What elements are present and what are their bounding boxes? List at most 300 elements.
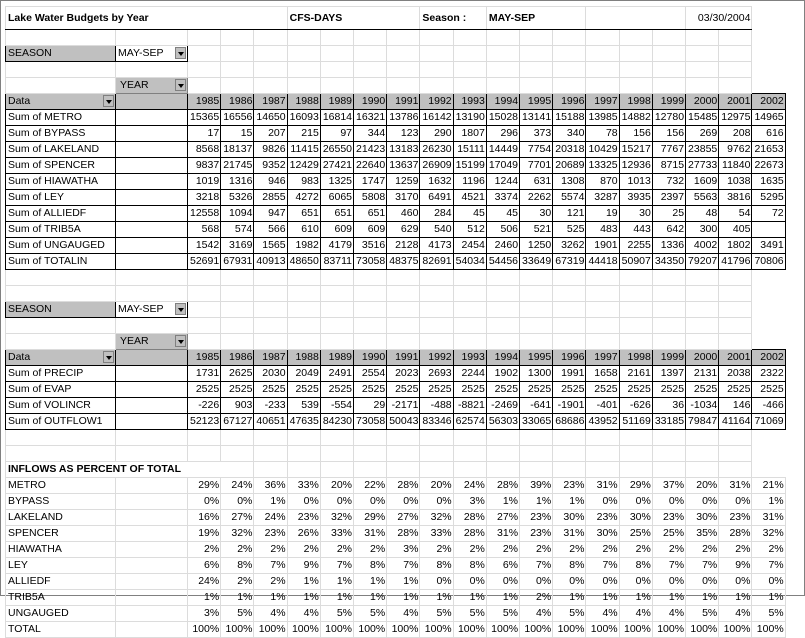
value-cell[interactable]: 33065 (520, 414, 553, 430)
value-cell[interactable]: 506 (486, 222, 519, 238)
value-cell[interactable]: 12975 (719, 110, 752, 126)
value-cell[interactable]: 21745 (221, 158, 254, 174)
percent-cell[interactable]: 2% (453, 542, 486, 558)
chevron-down-icon[interactable] (103, 95, 114, 107)
percent-cell[interactable]: 7% (586, 558, 619, 574)
percent-cell[interactable]: 100% (354, 622, 387, 638)
value-cell[interactable]: 1300 (520, 366, 553, 382)
value-cell[interactable]: 6491 (420, 190, 453, 206)
percent-cell[interactable]: 31% (354, 526, 387, 542)
year-header[interactable]: 1997 (586, 94, 619, 110)
value-cell[interactable]: 34350 (652, 254, 685, 270)
value-cell[interactable] (752, 222, 785, 238)
value-cell[interactable]: 340 (553, 126, 586, 142)
percent-cell[interactable]: 8% (221, 558, 254, 574)
percent-cell[interactable]: 30% (619, 510, 652, 526)
percent-cell[interactable]: 37% (652, 478, 685, 494)
percent-cell[interactable]: 23% (520, 526, 553, 542)
value-cell[interactable]: 67931 (221, 254, 254, 270)
value-cell[interactable]: 52691 (188, 254, 221, 270)
value-cell[interactable]: 1565 (254, 238, 287, 254)
percent-cell[interactable]: 3% (453, 494, 486, 510)
percent-cell[interactable]: 28% (486, 478, 519, 494)
value-cell[interactable]: 54034 (453, 254, 486, 270)
value-cell[interactable]: 290 (420, 126, 453, 142)
value-cell[interactable]: 79207 (686, 254, 719, 270)
value-cell[interactable]: 2255 (619, 238, 652, 254)
value-cell[interactable]: 83346 (420, 414, 453, 430)
value-cell[interactable]: 2525 (387, 382, 420, 398)
value-cell[interactable]: 14449 (486, 142, 519, 158)
value-cell[interactable]: 2491 (320, 366, 353, 382)
percent-cell[interactable]: 33% (287, 478, 320, 494)
chevron-down-icon[interactable] (175, 79, 186, 91)
value-cell[interactable]: 1991 (553, 366, 586, 382)
value-cell[interactable]: 41164 (719, 414, 752, 430)
percent-cell[interactable]: 4% (619, 606, 652, 622)
year-header[interactable]: 2002 (752, 94, 785, 110)
year-header[interactable]: 1996 (553, 94, 586, 110)
value-cell[interactable]: 947 (254, 206, 287, 222)
percent-cell[interactable]: 8% (420, 558, 453, 574)
percent-cell[interactable]: 1% (553, 590, 586, 606)
value-cell[interactable]: 30 (619, 206, 652, 222)
value-cell[interactable]: 2454 (453, 238, 486, 254)
value-cell[interactable]: 1244 (486, 174, 519, 190)
percent-cell[interactable]: 7% (686, 558, 719, 574)
percent-cell[interactable]: 100% (387, 622, 420, 638)
value-cell[interactable]: 10429 (586, 142, 619, 158)
percent-cell[interactable]: 4% (387, 606, 420, 622)
value-cell[interactable]: 540 (420, 222, 453, 238)
value-cell[interactable]: 3170 (387, 190, 420, 206)
year-header[interactable]: 2000 (686, 350, 719, 366)
percent-cell[interactable]: 1% (254, 590, 287, 606)
value-cell[interactable]: 9762 (719, 142, 752, 158)
percent-cell[interactable]: 28% (453, 526, 486, 542)
percent-cell[interactable]: 20% (686, 478, 719, 494)
value-cell[interactable]: 609 (354, 222, 387, 238)
year-header[interactable]: 1991 (387, 94, 420, 110)
percent-cell[interactable]: 100% (320, 622, 353, 638)
value-cell[interactable]: 539 (287, 398, 320, 414)
value-cell[interactable]: -1901 (553, 398, 586, 414)
value-cell[interactable]: 14650 (254, 110, 287, 126)
value-cell[interactable]: 14965 (752, 110, 785, 126)
value-cell[interactable]: 1731 (188, 366, 221, 382)
year-header[interactable]: 1997 (586, 350, 619, 366)
percent-cell[interactable]: 1% (752, 590, 785, 606)
value-cell[interactable]: 4521 (453, 190, 486, 206)
value-cell[interactable]: 8568 (188, 142, 221, 158)
value-cell[interactable]: 2131 (686, 366, 719, 382)
year-header[interactable]: 2001 (719, 94, 752, 110)
value-cell[interactable]: 97 (320, 126, 353, 142)
year-header[interactable]: 1994 (486, 94, 519, 110)
value-cell[interactable]: 15365 (188, 110, 221, 126)
value-cell[interactable]: 78 (586, 126, 619, 142)
percent-cell[interactable]: 1% (387, 574, 420, 590)
value-cell[interactable]: 5808 (354, 190, 387, 206)
value-cell[interactable]: 15217 (619, 142, 652, 158)
value-cell[interactable]: 2525 (453, 382, 486, 398)
value-cell[interactable]: 629 (387, 222, 420, 238)
value-cell[interactable]: 48 (686, 206, 719, 222)
value-cell[interactable]: 17049 (486, 158, 519, 174)
percent-cell[interactable]: 5% (686, 606, 719, 622)
value-cell[interactable]: 48375 (387, 254, 420, 270)
percent-cell[interactable]: 1% (254, 494, 287, 510)
percent-cell[interactable]: 100% (486, 622, 519, 638)
percent-cell[interactable]: 0% (221, 494, 254, 510)
percent-cell[interactable]: 20% (420, 478, 453, 494)
value-cell[interactable]: 344 (354, 126, 387, 142)
value-cell[interactable]: 1038 (719, 174, 752, 190)
season-filter-dropdown[interactable] (116, 302, 188, 318)
value-cell[interactable]: 15485 (686, 110, 719, 126)
year-field-button[interactable] (116, 334, 188, 350)
value-cell[interactable]: 1325 (320, 174, 353, 190)
percent-cell[interactable]: 23% (719, 510, 752, 526)
value-cell[interactable]: 11415 (287, 142, 320, 158)
percent-cell[interactable]: 1% (486, 590, 519, 606)
percent-cell[interactable]: 100% (287, 622, 320, 638)
value-cell[interactable]: 1336 (652, 238, 685, 254)
value-cell[interactable]: 26230 (420, 142, 453, 158)
value-cell[interactable]: 2525 (486, 382, 519, 398)
value-cell[interactable]: 82691 (420, 254, 453, 270)
percent-cell[interactable]: 0% (188, 494, 221, 510)
value-cell[interactable]: 4272 (287, 190, 320, 206)
value-cell[interactable]: 460 (387, 206, 420, 222)
value-cell[interactable]: 5295 (752, 190, 785, 206)
percent-cell[interactable]: 0% (387, 494, 420, 510)
percent-cell[interactable]: 0% (619, 574, 652, 590)
percent-cell[interactable]: 2% (254, 574, 287, 590)
value-cell[interactable]: 45 (486, 206, 519, 222)
value-cell[interactable]: 1747 (354, 174, 387, 190)
value-cell[interactable]: 6065 (320, 190, 353, 206)
value-cell[interactable]: 300 (686, 222, 719, 238)
percent-cell[interactable]: 0% (719, 574, 752, 590)
value-cell[interactable]: 2855 (254, 190, 287, 206)
value-cell[interactable]: 21423 (354, 142, 387, 158)
value-cell[interactable]: 2322 (752, 366, 785, 382)
value-cell[interactable]: 15188 (553, 110, 586, 126)
percent-cell[interactable]: 0% (719, 494, 752, 510)
value-cell[interactable]: 56303 (486, 414, 519, 430)
percent-cell[interactable]: 4% (719, 606, 752, 622)
value-cell[interactable]: 43952 (586, 414, 619, 430)
year-header[interactable]: 1991 (387, 350, 420, 366)
percent-cell[interactable]: 2% (553, 542, 586, 558)
value-cell[interactable]: -233 (254, 398, 287, 414)
percent-cell[interactable]: 1% (486, 494, 519, 510)
percent-cell[interactable]: 0% (486, 574, 519, 590)
percent-cell[interactable]: 1% (752, 494, 785, 510)
percent-cell[interactable]: 0% (453, 574, 486, 590)
data-field-button[interactable] (6, 94, 116, 110)
value-cell[interactable]: 405 (719, 222, 752, 238)
percent-cell[interactable]: 4% (287, 606, 320, 622)
value-cell[interactable]: 208 (719, 126, 752, 142)
percent-cell[interactable]: 0% (553, 574, 586, 590)
percent-cell[interactable]: 100% (520, 622, 553, 638)
value-cell[interactable]: 2397 (652, 190, 685, 206)
percent-cell[interactable]: 100% (719, 622, 752, 638)
value-cell[interactable]: 18137 (221, 142, 254, 158)
percent-cell[interactable]: 2% (287, 542, 320, 558)
value-cell[interactable]: 50907 (619, 254, 652, 270)
value-cell[interactable]: 15028 (486, 110, 519, 126)
percent-cell[interactable]: 30% (686, 510, 719, 526)
value-cell[interactable]: 33649 (520, 254, 553, 270)
percent-cell[interactable]: 0% (652, 494, 685, 510)
value-cell[interactable]: 15111 (453, 142, 486, 158)
year-header[interactable]: 1995 (520, 94, 553, 110)
percent-cell[interactable]: 1% (420, 590, 453, 606)
value-cell[interactable]: 3169 (221, 238, 254, 254)
value-cell[interactable]: 15 (221, 126, 254, 142)
percent-cell[interactable]: 30% (553, 510, 586, 526)
percent-cell[interactable]: 1% (520, 494, 553, 510)
value-cell[interactable]: 16093 (287, 110, 320, 126)
percent-cell[interactable]: 1% (354, 590, 387, 606)
percent-cell[interactable]: 32% (320, 510, 353, 526)
percent-cell[interactable]: 1% (320, 574, 353, 590)
percent-cell[interactable]: 21% (752, 478, 785, 494)
value-cell[interactable]: 123 (387, 126, 420, 142)
percent-cell[interactable]: 100% (188, 622, 221, 638)
value-cell[interactable]: 73058 (354, 254, 387, 270)
value-cell[interactable]: 4173 (420, 238, 453, 254)
percent-cell[interactable]: 4% (652, 606, 685, 622)
chevron-down-icon[interactable] (175, 47, 186, 59)
value-cell[interactable]: 2262 (520, 190, 553, 206)
value-cell[interactable]: 1802 (719, 238, 752, 254)
percent-cell[interactable]: 9% (287, 558, 320, 574)
percent-cell[interactable]: 5% (752, 606, 785, 622)
percent-cell[interactable]: 32% (420, 510, 453, 526)
value-cell[interactable]: 13637 (387, 158, 420, 174)
percent-cell[interactable]: 100% (254, 622, 287, 638)
percent-cell[interactable]: 100% (752, 622, 785, 638)
value-cell[interactable]: 2525 (320, 382, 353, 398)
year-header[interactable]: 1985 (188, 350, 221, 366)
year-header[interactable]: 1990 (354, 350, 387, 366)
percent-cell[interactable]: 5% (453, 606, 486, 622)
percent-cell[interactable]: 23% (520, 510, 553, 526)
year-header[interactable]: 2000 (686, 94, 719, 110)
value-cell[interactable]: 2525 (420, 382, 453, 398)
percent-cell[interactable]: 31% (719, 478, 752, 494)
percent-cell[interactable]: 5% (420, 606, 453, 622)
value-cell[interactable]: 284 (420, 206, 453, 222)
value-cell[interactable]: 3935 (619, 190, 652, 206)
percent-cell[interactable]: 2% (320, 542, 353, 558)
value-cell[interactable]: 20689 (553, 158, 586, 174)
value-cell[interactable]: 983 (287, 174, 320, 190)
value-cell[interactable]: 13183 (387, 142, 420, 158)
percent-cell[interactable]: 23% (586, 510, 619, 526)
value-cell[interactable]: 29 (354, 398, 387, 414)
value-cell[interactable]: -2469 (486, 398, 519, 414)
value-cell[interactable]: 83711 (320, 254, 353, 270)
percent-cell[interactable]: 2% (652, 542, 685, 558)
value-cell[interactable]: 1094 (221, 206, 254, 222)
percent-cell[interactable]: 27% (387, 510, 420, 526)
percent-cell[interactable]: 100% (553, 622, 586, 638)
percent-cell[interactable]: 7% (387, 558, 420, 574)
value-cell[interactable]: 609 (320, 222, 353, 238)
percent-cell[interactable]: 24% (453, 478, 486, 494)
value-cell[interactable]: 41796 (719, 254, 752, 270)
percent-cell[interactable]: 100% (619, 622, 652, 638)
percent-cell[interactable]: 24% (188, 574, 221, 590)
percent-cell[interactable]: 31% (486, 526, 519, 542)
value-cell[interactable]: 631 (520, 174, 553, 190)
value-cell[interactable]: 1316 (221, 174, 254, 190)
value-cell[interactable]: 568 (188, 222, 221, 238)
value-cell[interactable]: 3218 (188, 190, 221, 206)
value-cell[interactable]: 2625 (221, 366, 254, 382)
percent-cell[interactable]: 31% (586, 478, 619, 494)
value-cell[interactable]: 521 (520, 222, 553, 238)
value-cell[interactable]: -488 (420, 398, 453, 414)
value-cell[interactable]: 5326 (221, 190, 254, 206)
percent-cell[interactable]: 0% (686, 494, 719, 510)
value-cell[interactable]: 9352 (254, 158, 287, 174)
value-cell[interactable]: 2525 (652, 382, 685, 398)
percent-cell[interactable]: 32% (221, 526, 254, 542)
value-cell[interactable]: 3262 (553, 238, 586, 254)
value-cell[interactable]: 5574 (553, 190, 586, 206)
value-cell[interactable]: -554 (320, 398, 353, 414)
value-cell[interactable]: 1635 (752, 174, 785, 190)
value-cell[interactable]: 16321 (354, 110, 387, 126)
year-header[interactable]: 2002 (752, 350, 785, 366)
percent-cell[interactable]: 28% (719, 526, 752, 542)
value-cell[interactable]: 22640 (354, 158, 387, 174)
percent-cell[interactable]: 0% (287, 494, 320, 510)
percent-cell[interactable]: 2% (221, 542, 254, 558)
value-cell[interactable]: 3374 (486, 190, 519, 206)
percent-cell[interactable]: 1% (354, 574, 387, 590)
percent-cell[interactable]: 1% (719, 590, 752, 606)
value-cell[interactable]: 574 (221, 222, 254, 238)
value-cell[interactable]: 3816 (719, 190, 752, 206)
percent-cell[interactable]: 35% (686, 526, 719, 542)
value-cell[interactable]: 45 (453, 206, 486, 222)
year-header[interactable]: 1992 (420, 94, 453, 110)
percent-cell[interactable]: 100% (652, 622, 685, 638)
percent-cell[interactable]: 2% (188, 542, 221, 558)
percent-cell[interactable]: 2% (752, 542, 785, 558)
percent-cell[interactable]: 0% (586, 574, 619, 590)
value-cell[interactable]: 1658 (586, 366, 619, 382)
percent-cell[interactable]: 4% (520, 606, 553, 622)
value-cell[interactable]: 51169 (619, 414, 652, 430)
value-cell[interactable]: 121 (553, 206, 586, 222)
percent-cell[interactable]: 2% (619, 542, 652, 558)
percent-cell[interactable]: 23% (254, 526, 287, 542)
percent-cell[interactable]: 25% (619, 526, 652, 542)
percent-cell[interactable]: 5% (221, 606, 254, 622)
value-cell[interactable]: 12558 (188, 206, 221, 222)
percent-cell[interactable]: 39% (520, 478, 553, 494)
percent-cell[interactable]: 16% (188, 510, 221, 526)
chevron-down-icon[interactable] (175, 335, 186, 347)
value-cell[interactable]: 1308 (553, 174, 586, 190)
percent-cell[interactable]: 8% (553, 558, 586, 574)
value-cell[interactable]: 71069 (752, 414, 785, 430)
value-cell[interactable]: 1609 (686, 174, 719, 190)
value-cell[interactable]: 14882 (619, 110, 652, 126)
value-cell[interactable]: 16142 (420, 110, 453, 126)
percent-cell[interactable]: 28% (387, 526, 420, 542)
value-cell[interactable]: 15199 (453, 158, 486, 174)
value-cell[interactable]: 2525 (752, 382, 785, 398)
percent-cell[interactable]: 3% (188, 606, 221, 622)
percent-cell[interactable]: 4% (254, 606, 287, 622)
percent-cell[interactable]: 30% (586, 526, 619, 542)
value-cell[interactable]: 4179 (320, 238, 353, 254)
value-cell[interactable]: 651 (354, 206, 387, 222)
value-cell[interactable]: 1982 (287, 238, 320, 254)
value-cell[interactable]: 8715 (652, 158, 685, 174)
value-cell[interactable]: 73058 (354, 414, 387, 430)
value-cell[interactable]: 13985 (586, 110, 619, 126)
value-cell[interactable]: 2038 (719, 366, 752, 382)
value-cell[interactable]: 30 (520, 206, 553, 222)
value-cell[interactable]: 48650 (287, 254, 320, 270)
value-cell[interactable]: 2525 (553, 382, 586, 398)
value-cell[interactable]: 67319 (553, 254, 586, 270)
percent-cell[interactable]: 32% (752, 526, 785, 542)
percent-cell[interactable]: 100% (453, 622, 486, 638)
value-cell[interactable]: 17 (188, 126, 221, 142)
value-cell[interactable]: 1019 (188, 174, 221, 190)
value-cell[interactable]: 13190 (453, 110, 486, 126)
value-cell[interactable]: 373 (520, 126, 553, 142)
value-cell[interactable]: 3491 (752, 238, 785, 254)
value-cell[interactable]: 1542 (188, 238, 221, 254)
year-header[interactable]: 1998 (619, 350, 652, 366)
value-cell[interactable]: 54456 (486, 254, 519, 270)
value-cell[interactable]: 269 (686, 126, 719, 142)
year-header[interactable]: 1999 (652, 94, 685, 110)
value-cell[interactable]: 2460 (486, 238, 519, 254)
value-cell[interactable]: 1902 (486, 366, 519, 382)
year-field-button[interactable] (116, 78, 188, 94)
percent-cell[interactable]: 6% (486, 558, 519, 574)
percent-cell[interactable]: 26% (287, 526, 320, 542)
percent-cell[interactable]: 0% (686, 574, 719, 590)
value-cell[interactable]: 2525 (520, 382, 553, 398)
percent-cell[interactable]: 2% (586, 542, 619, 558)
percent-cell[interactable]: 5% (354, 606, 387, 622)
value-cell[interactable]: 7701 (520, 158, 553, 174)
percent-cell[interactable]: 2% (420, 542, 453, 558)
value-cell[interactable]: 2525 (619, 382, 652, 398)
value-cell[interactable]: 27733 (686, 158, 719, 174)
value-cell[interactable]: 1901 (586, 238, 619, 254)
year-header[interactable]: 1992 (420, 350, 453, 366)
value-cell[interactable]: 1807 (453, 126, 486, 142)
value-cell[interactable]: 903 (221, 398, 254, 414)
value-cell[interactable]: -8821 (453, 398, 486, 414)
value-cell[interactable]: 2049 (287, 366, 320, 382)
